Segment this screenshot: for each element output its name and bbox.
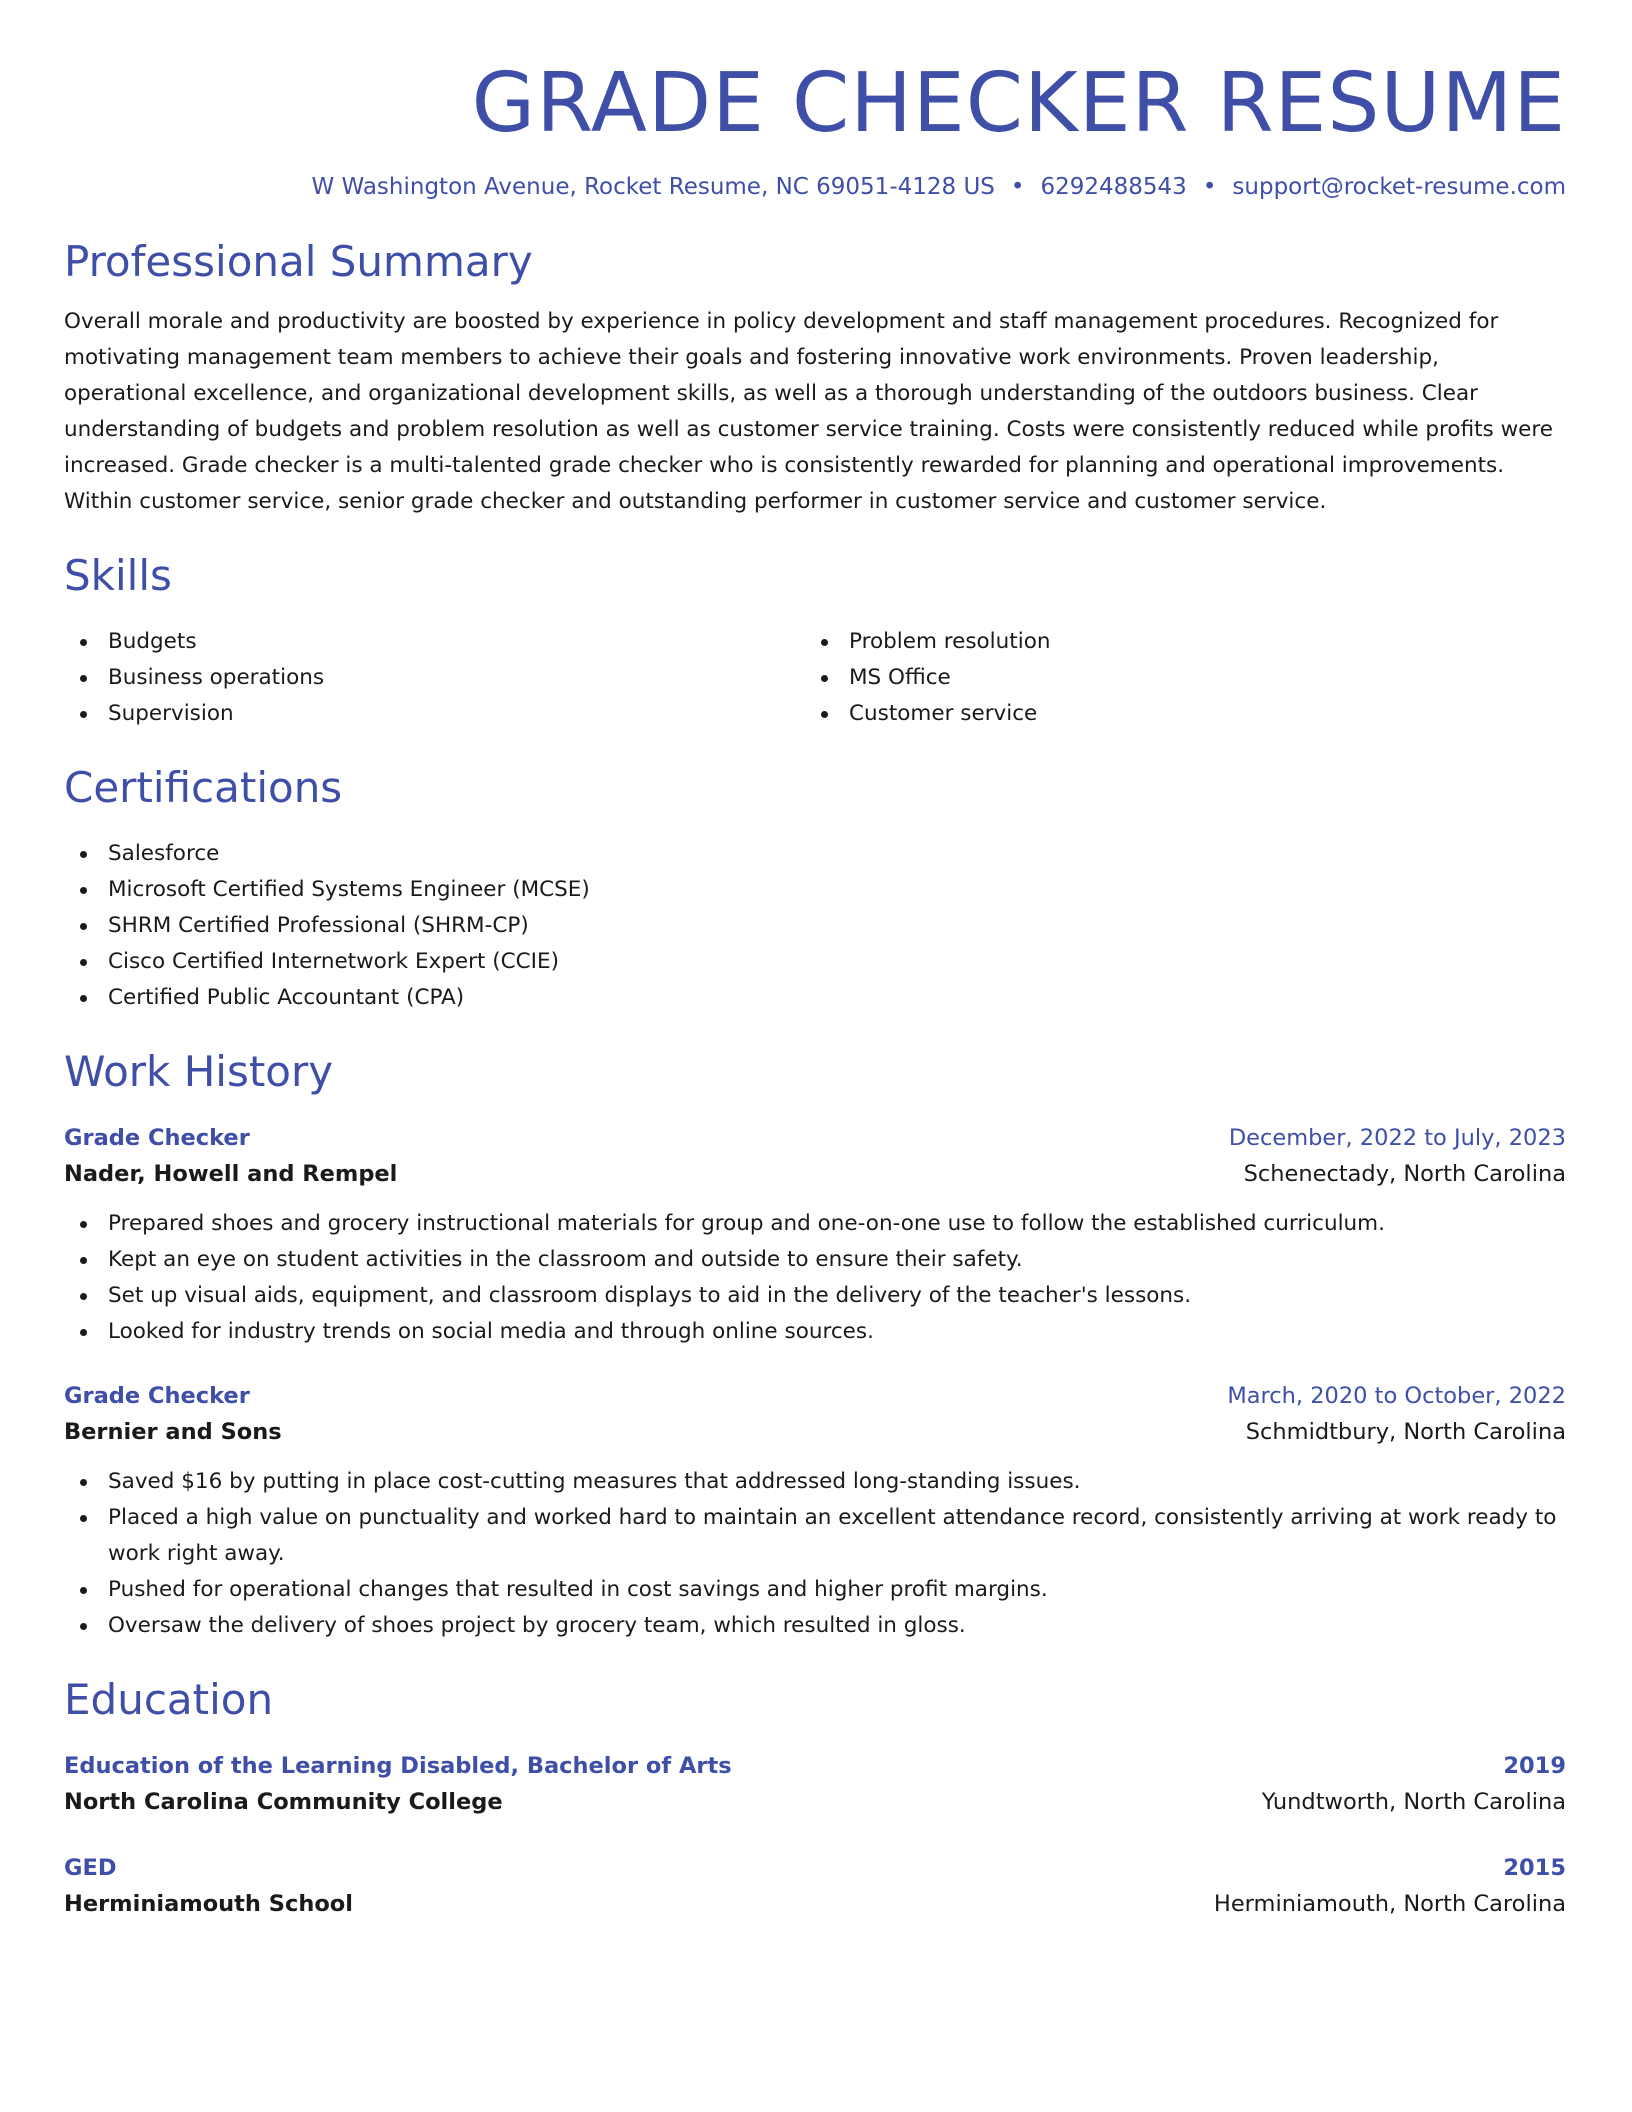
skill-item: Problem resolution xyxy=(805,624,1546,660)
job-duty: Set up visual aids, equipment, and classroom displays to aid in the delivery of the teacher's lessons. xyxy=(64,1278,1566,1314)
job-duty: Prepared shoes and grocery instructional materials for group and one-on-one use to follow the established curriculum. xyxy=(64,1206,1566,1242)
job-location: Schenectady, North Carolina xyxy=(1243,1161,1566,1187)
job-dates: March, 2020 to October, 2022 xyxy=(1227,1383,1566,1409)
education-header xyxy=(64,1852,1566,1884)
job-employer: Nader, Howell and Rempel xyxy=(64,1161,398,1187)
job-entry xyxy=(64,1380,1566,1644)
job-duty: Pushed for operational changes that resulted in cost savings and higher profit margins. xyxy=(64,1572,1566,1608)
contact-separator: • xyxy=(1010,174,1025,200)
job-employer: Bernier and Sons xyxy=(64,1419,282,1445)
education-subheader xyxy=(64,1782,1566,1822)
education-school: North Carolina Community College xyxy=(64,1789,503,1815)
education-entry xyxy=(64,1750,1566,1822)
job-duty: Looked for industry trends on social media and through online sources. xyxy=(64,1314,1566,1350)
job-header xyxy=(64,1380,1566,1412)
certification-item: SHRM Certified Professional (SHRM-CP) xyxy=(64,908,1566,944)
job-duty: Oversaw the delivery of shoes project by grocery team, which resulted in gloss. xyxy=(64,1608,1566,1644)
skill-item: Business operations xyxy=(64,660,805,696)
job-duties xyxy=(64,1206,1566,1350)
contact-email[interactable]: support@rocket-resume.com xyxy=(1232,174,1566,200)
certification-item: Cisco Certified Internetwork Expert (CCIE) xyxy=(64,944,1566,980)
certification-item: Certified Public Accountant (CPA) xyxy=(64,980,1566,1016)
work-history-heading: Work History xyxy=(64,1047,334,1096)
education-location: Yundtworth, North Carolina xyxy=(1261,1789,1566,1815)
education-entry xyxy=(64,1852,1566,1924)
skills-list xyxy=(64,624,1566,732)
skills-column-right xyxy=(805,624,1546,732)
resume-page xyxy=(64,0,1566,1924)
skills-column-left xyxy=(64,624,805,732)
contact-line xyxy=(64,172,1566,202)
contact-phone: 6292488543 xyxy=(1040,174,1187,200)
job-title: Grade Checker xyxy=(64,1383,250,1409)
education-degree: Education of the Learning Disabled, Bachelor of Arts xyxy=(64,1753,732,1779)
certifications-heading: Certifications xyxy=(64,763,343,812)
education-heading: Education xyxy=(64,1675,274,1724)
job-title: Grade Checker xyxy=(64,1125,250,1151)
skill-item: Customer service xyxy=(805,696,1546,732)
skill-item: Budgets xyxy=(64,624,805,660)
certification-item: Salesforce xyxy=(64,836,1566,872)
contact-address: W Washington Avenue, Rocket Resume, NC 69051-4128 US xyxy=(311,174,995,200)
education-degree: GED xyxy=(64,1855,117,1881)
skill-item: MS Office xyxy=(805,660,1546,696)
job-duty: Placed a high value on punctuality and worked hard to maintain an excellent attendance record, consistently arriving at work ready to work right away. xyxy=(64,1500,1566,1572)
resume-title: GRADE CHECKER RESUME xyxy=(471,56,1566,151)
skills-heading: Skills xyxy=(64,551,172,600)
skill-item: Supervision xyxy=(64,696,805,732)
education-location: Herminiamouth, North Carolina xyxy=(1213,1891,1566,1917)
education-header xyxy=(64,1750,1566,1782)
job-entry xyxy=(64,1122,1566,1350)
job-location: Schmidtbury, North Carolina xyxy=(1245,1419,1566,1445)
contact-separator: • xyxy=(1202,174,1217,200)
education-year: 2019 xyxy=(1503,1753,1566,1779)
education-school: Herminiamouth School xyxy=(64,1891,353,1917)
certifications-list xyxy=(64,836,1566,1016)
certification-item: Microsoft Certified Systems Engineer (MCSE) xyxy=(64,872,1566,908)
job-dates: December, 2022 to July, 2023 xyxy=(1228,1125,1566,1151)
summary-heading: Professional Summary xyxy=(64,237,533,286)
education-year: 2015 xyxy=(1503,1855,1566,1881)
education-subheader xyxy=(64,1884,1566,1924)
job-subheader xyxy=(64,1412,1566,1452)
job-duty: Saved $16 by putting in place cost-cutting measures that addressed long-standing issues. xyxy=(64,1464,1566,1500)
job-duty: Kept an eye on student activities in the classroom and outside to ensure their safety. xyxy=(64,1242,1566,1278)
summary-text: Overall morale and productivity are boosted by experience in policy development and staff management procedures. Recognized for motivating management team members to achieve their goals and fostering innovative work environments. Proven leadership, operational excellence, and organizational development skills, as well as a thorough understanding of the outdoors business. Clear understanding of budgets and problem resolution as well as customer service training. Costs were consistently reduced while profits were increased. Grade checker is a multi-talented grade checker who is consistently rewarded for planning and operational improvements. Within customer service, senior grade checker and outstanding performer in customer service and customer service. xyxy=(64,309,1553,514)
job-subheader xyxy=(64,1154,1566,1194)
job-header xyxy=(64,1122,1566,1154)
job-duties xyxy=(64,1464,1566,1644)
